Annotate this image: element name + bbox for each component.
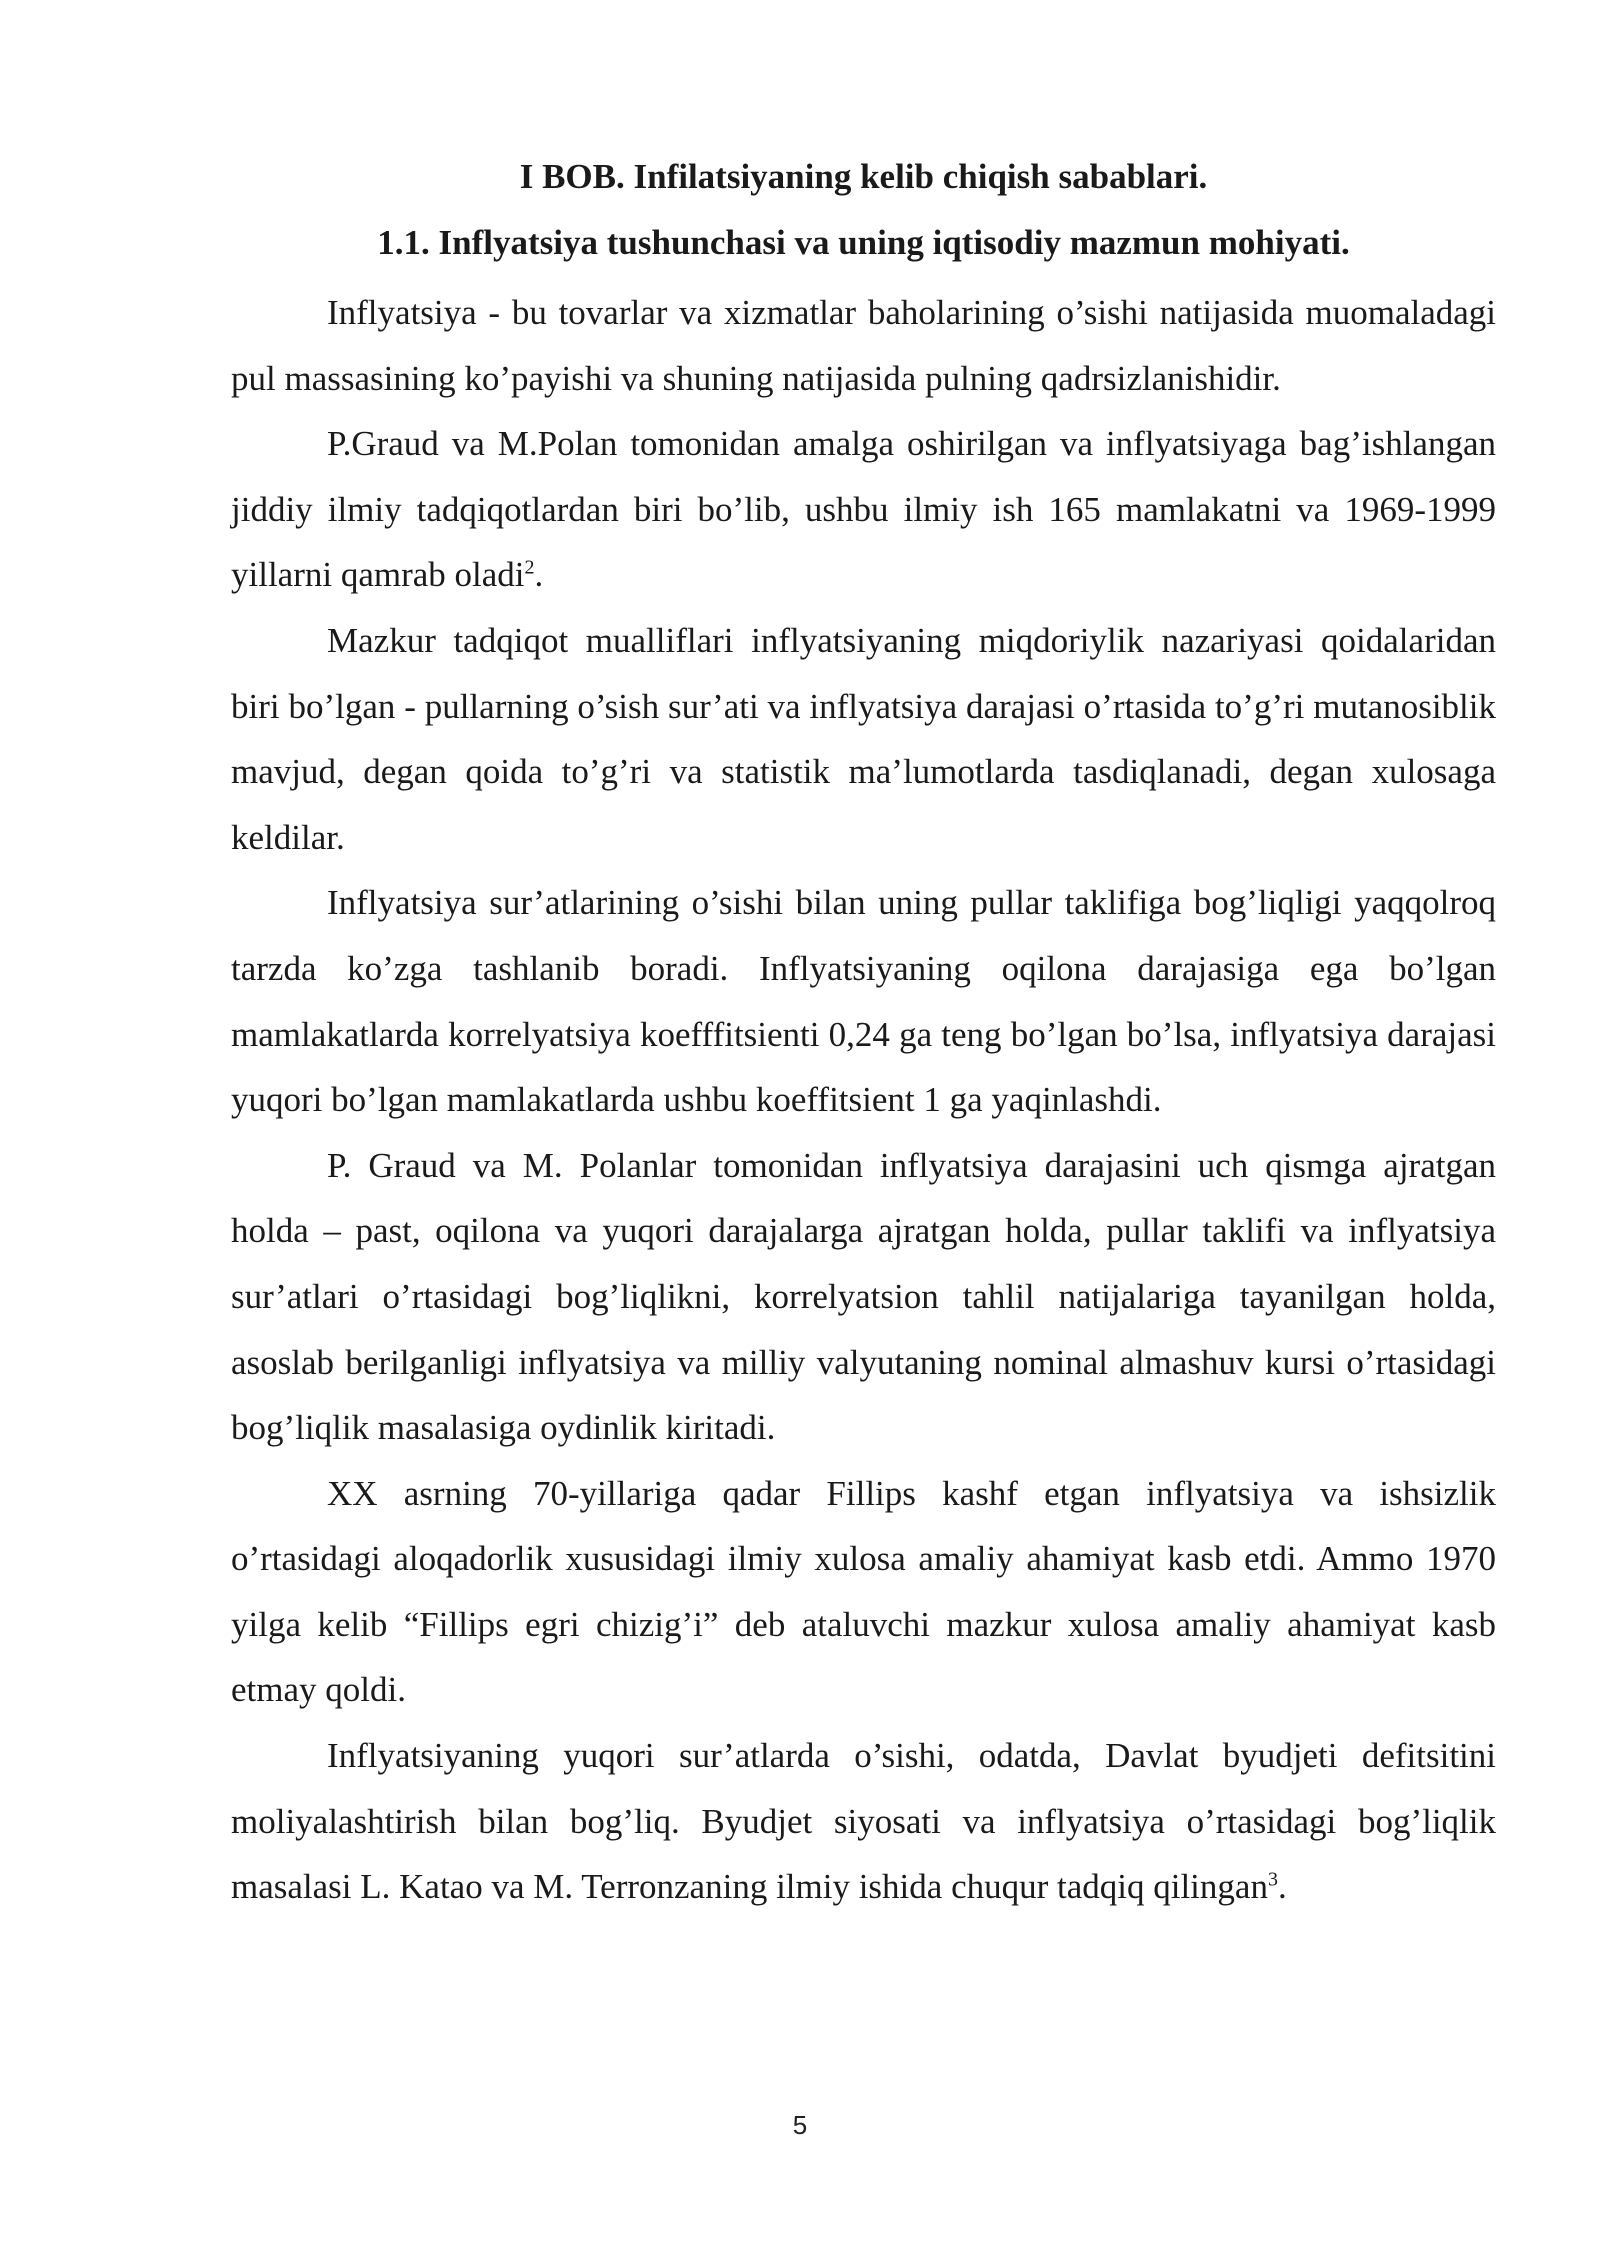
paragraph-text: XX asrning 70-yillariga qadar Fillips kashf etgan inflyatsiya va ishsizlik o’rtasidagi aloqadorlik xususidagi ilmiy xulosa amaliy ahamiyat kasb etdi. Ammo 1970 yilga kelib “Fillips egri chizig’i” deb ataluvchi mazkur xulosa amaliy ahamiyat kasb etmay qoldi. — [231, 1473, 1496, 1710]
paragraph — [231, 1723, 1496, 1920]
document-page — [231, 148, 1496, 1920]
paragraph-end: . — [1277, 1867, 1287, 1907]
paragraph-text: Inflyatsiya - bu tovarlar va xizmatlar baholarining o’sishi natijasida muomaladagi pul massasining ko’payishi va shuning natijasida pulning qadrsizlanishidir. — [231, 293, 1496, 398]
paragraph-end: . — [534, 555, 544, 595]
paragraph — [231, 411, 1496, 608]
paragraph — [231, 608, 1496, 870]
paragraph-text: Inflyatsiyaning yuqori sur’atlarda o’sishi, odatda, Davlat byudjeti defitsitini moliyalashtirish bilan bog’liq. Byudjet siyosati va inflyatsiya o’rtasidagi bog’liqlik masalasi L. Katao va M. Terronzaning ilmiy ishida chuqur tadqiq qilingan — [231, 1736, 1496, 1907]
section-title: 1.1. Inflyatsiya tushunchasi va uning iqtisodiy mazmun mohiyati. — [377, 223, 1350, 262]
paragraph-text: Inflyatsiya sur’atlarining o’sishi bilan uning pullar taklifiga bog’liqligi yaqqolroq tarzda ko’zga tashlanib boradi. Inflyatsiyaning oqilona darajasiga ega bo’lgan mamlakatlarda korrelyatsiya koefffitsienti 0,24 ga teng bo’lgan bo’lsa, inflyatsiya darajasi yuqori bo’lgan mamlakatlarda ushbu koeffitsient 1 ga yaqinlashdi. — [231, 883, 1496, 1120]
footnote-marker[interactable]: 2 — [524, 556, 535, 579]
footnote-marker[interactable]: 3 — [1267, 1868, 1278, 1891]
paragraph — [231, 1461, 1496, 1723]
paragraph — [231, 1133, 1496, 1461]
paragraph — [231, 280, 1496, 411]
page-number: 5 — [792, 2110, 808, 2140]
chapter-title: I BOB. Infilatsiyaning kelib chiqish sabablari. — [519, 157, 1208, 196]
paragraph-text: P.Graud va M.Polan tomonidan amalga oshirilgan va inflyatsiyaga bag’ishlangan jiddiy ilmiy tadqiqotlardan biri bo’lib, ushbu ilmiy ish 165 mamlakatni va 1969-1999 yillarni qamrab oladi — [231, 424, 1496, 595]
paragraph-text: P. Graud va M. Polanlar tomonidan inflyatsiya darajasini uch qismga ajratgan holda – past, oqilona va yuqori darajalarga ajratgan holda, pullar taklifi va inflyatsiya sur’atlari o’rtasidagi bog’liqlikni, korrelyatsion tahlil natijalariga tayanilgan holda, asoslab berilganligi inflyatsiya va milliy valyutaning nominal almashuv kursi o’rtasidagi bog’liqlik masalasiga oydinlik kiritadi. — [231, 1145, 1496, 1448]
paragraph — [231, 870, 1496, 1132]
paragraph-text: Mazkur tadqiqot mualliflari inflyatsiyaning miqdoriylik nazariyasi qoidalaridan biri bo’lgan - pullarning o’sish sur’ati va inflyatsiya darajasi o’rtasida to’g’ri mutanosiblik mavjud, degan qoida to’g’ri va statistik ma’lumotlarda tasdiqlanadi, degan xulosaga keldilar. — [231, 620, 1496, 857]
